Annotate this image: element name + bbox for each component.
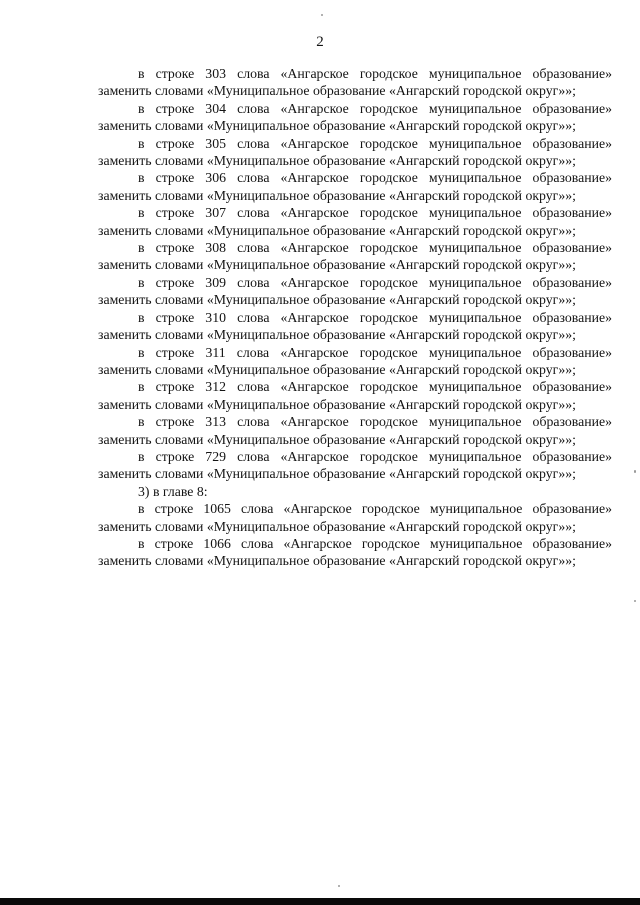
scan-bottom-edge	[0, 898, 640, 905]
scan-speck	[321, 14, 323, 16]
scan-speck	[634, 600, 636, 602]
paragraph-line-303: в строке 303 слова «Ангарское городское муниципальное образование» заменить словами «Муниципальное образование «Ангарский городской округ»»;	[98, 66, 612, 99]
paragraph-line-311: в строке 311 слова «Ангарское городское муниципальное образование» заменить словами «Муниципальное образование «Ангарский городской округ»»;	[98, 344, 612, 377]
scan-speck	[634, 470, 636, 473]
paragraph-line-307: в строке 307 слова «Ангарское городское муниципальное образование» заменить словами «Муниципальное образование «Ангарский городской округ»»;	[98, 205, 612, 238]
paragraph-line-306: в строке 306 слова «Ангарское городское муниципальное образование» заменить словами «Муниципальное образование «Ангарский городской округ»»;	[98, 170, 612, 203]
document-body	[98, 65, 612, 570]
paragraph-line-729: в строке 729 слова «Ангарское городское муниципальное образование» заменить словами «Муниципальное образование «Ангарский городской округ»»;	[98, 448, 612, 482]
section-heading-chapter-8: 3) в главе 8:	[138, 483, 208, 499]
paragraph-line-1065: в строке 1065 слова «Ангарское городское муниципальное образование» заменить словами «Муниципальное образование «Ангарский городской округ»»;	[98, 501, 612, 534]
paragraph-line-1066: в строке 1066 слова «Ангарское городское муниципальное образование» заменить словами «Муниципальное образование «Ангарский городской округ»»;	[98, 535, 612, 569]
paragraph-line-304: в строке 304 слова «Ангарское городское муниципальное образование» заменить словами «Муниципальное образование «Ангарский городской округ»»;	[98, 100, 612, 134]
paragraph-line-310: в строке 310 слова «Ангарское городское муниципальное образование» заменить словами «Муниципальное образование «Ангарский городской округ»»;	[98, 309, 612, 343]
paragraph-line-312: в строке 312 слова «Ангарское городское муниципальное образование» заменить словами «Муниципальное образование «Ангарский городской округ»»;	[98, 379, 612, 412]
paragraph-line-309: в строке 309 слова «Ангарское городское муниципальное образование» заменить словами «Муниципальное образование «Ангарский городской округ»»;	[98, 274, 612, 308]
paragraph-line-305: в строке 305 слова «Ангарское городское муниципальное образование» заменить словами «Муниципальное образование «Ангарский городской округ»»;	[98, 135, 612, 169]
scan-speck	[338, 885, 340, 887]
paragraph-line-313: в строке 313 слова «Ангарское городское муниципальное образование» заменить словами «Муниципальное образование «Ангарский городской округ»»;	[98, 414, 612, 447]
paragraph-line-308: в строке 308 слова «Ангарское городское муниципальное образование» заменить словами «Муниципальное образование «Ангарский городской округ»»;	[98, 240, 612, 273]
page-number: 2	[316, 34, 324, 50]
